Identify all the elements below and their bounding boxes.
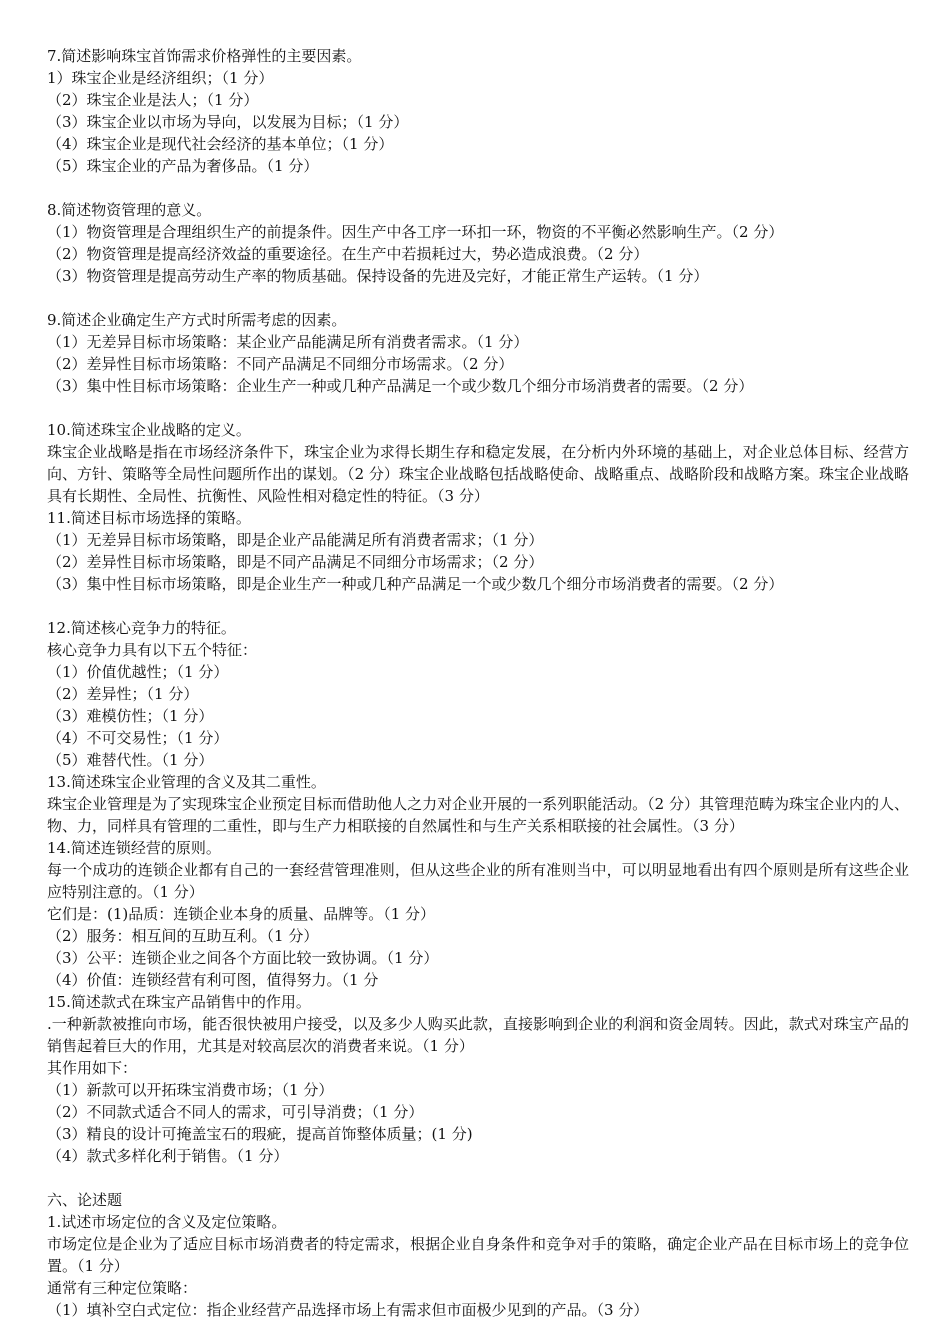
answer-line: （2）珠宝企业是法人；（1 分） xyxy=(47,91,259,109)
answer-line: （1）无差异目标市场策略，即是企业产品能满足所有消费者需求；（1 分） xyxy=(47,531,544,549)
answer-line: （3）精良的设计可掩盖宝石的瑕疵，提高首饰整体质量；(1 分) xyxy=(47,1125,473,1143)
answer-line: （2）服务：相互间的互助互利。（1 分） xyxy=(47,927,319,945)
question-title: 六、论述题 xyxy=(47,1191,123,1209)
question-title: 13.简述珠宝企业管理的含义及其二重性。 xyxy=(47,773,326,791)
answer-line: （1）无差异目标市场策略：某企业产品能满足所有消费者需求。（1 分） xyxy=(47,333,529,351)
answer-line: 其作用如下： xyxy=(47,1059,138,1077)
answer-line: （4）珠宝企业是现代社会经济的基本单位；（1 分） xyxy=(47,135,394,153)
question-title: 1.试述市场定位的含义及定位策略。 xyxy=(47,1213,287,1231)
answer-paragraph: 珠宝企业战略是指在市场经济条件下，珠宝企业为求得长期生存和稳定发展，在分析内外环境的基础上，对企业总体目标、经营方向、方针、策略等全局性问题所作出的谋划。（2 分）珠宝企业战略包括战略使命、战略重点、战略阶段和战略方案。珠宝企业战略具有长期性、全局性、抗衡性、风险性相对稳定性的特征。（3 分） xyxy=(47,443,909,505)
answer-line: （2）物资管理是提高经济效益的重要途径。在生产中若损耗过大，势必造成浪费。（2 分） xyxy=(47,245,649,263)
answer-line: 1）珠宝企业是经济组织；（1 分） xyxy=(47,69,274,87)
answer-paragraph: 市场定位是企业为了适应目标市场消费者的特定需求，根据企业自身条件和竞争对手的策略，确定企业产品在目标市场上的竞争位置。（1 分） xyxy=(47,1235,909,1275)
answer-line: （3）难模仿性；（1 分） xyxy=(47,707,214,725)
answer-line: （1）填补空白式定位：指企业经营产品选择市场上有需求但市面极少见到的产品。（3 分） xyxy=(47,1301,649,1319)
paragraph-gap xyxy=(47,595,909,617)
answer-line: （2）差异性；（1 分） xyxy=(47,685,199,703)
answer-line: （3）集中性目标市场策略，即是企业生产一种或几种产品满足一个或少数几个细分市场消费者的需要。（2 分） xyxy=(47,575,784,593)
document-page xyxy=(47,45,909,1321)
answer-line: 通常有三种定位策略： xyxy=(47,1279,198,1297)
question-title: 14.简述连锁经营的原则。 xyxy=(47,839,221,857)
answer-paragraph: .一种新款被推向市场，能否很快被用户接受，以及多少人购买此款，直接影响到企业的利润和资金周转。因此，款式对珠宝产品的销售起着巨大的作用，尤其是对较高层次的消费者来说。（1 分） xyxy=(47,1015,909,1055)
answer-line: （1）物资管理是合理组织生产的前提条件。因生产中各工序一环扣一环，物资的不平衡必然影响生产。（2 分） xyxy=(47,223,784,241)
answer-line: （5）珠宝企业的产品为奢侈品。（1 分） xyxy=(47,157,319,175)
answer-line: （3）珠宝企业以市场为导向，以发展为目标；（1 分） xyxy=(47,113,409,131)
answer-line: （2）差异性目标市场策略：不同产品满足不同细分市场需求。（2 分） xyxy=(47,355,514,373)
question-title: 10.简述珠宝企业战略的定义。 xyxy=(47,421,251,439)
answer-line: 它们是：(1)品质：连锁企业本身的质量、品牌等。（1 分） xyxy=(47,905,436,923)
question-title: 15.简述款式在珠宝产品销售中的作用。 xyxy=(47,993,311,1011)
answer-line: （4）价值：连锁经营有利可图，值得努力。（1 分 xyxy=(47,971,379,989)
answer-line: （1）新款可以开拓珠宝消费市场；（1 分） xyxy=(47,1081,334,1099)
answer-line: （2）差异性目标市场策略，即是不同产品满足不同细分市场需求；（2 分） xyxy=(47,553,544,571)
answer-line: （4）不可交易性；（1 分） xyxy=(47,729,229,747)
paragraph-gap xyxy=(47,397,909,419)
answer-paragraph: 珠宝企业管理是为了实现珠宝企业预定目标而借助他人之力对企业开展的一系列职能活动。（2 分）其管理范畴为珠宝企业内的人、物、力，同样具有管理的二重性，即与生产力相联接的自然属性和与生产关系相联接的社会属性。（3 分） xyxy=(47,795,909,835)
answer-paragraph: 每一个成功的连锁企业都有自己的一套经营管理准则，但从这些企业的所有准则当中，可以明显地看出有四个原则是所有这些企业应特别注意的。（1 分） xyxy=(47,861,909,901)
answer-line: （5）难替代性。（1 分） xyxy=(47,751,214,769)
question-title: 11.简述目标市场选择的策略。 xyxy=(47,509,251,527)
answer-line: （3）公平：连锁企业之间各个方面比较一致协调。（1 分） xyxy=(47,949,439,967)
paragraph-gap xyxy=(47,1167,909,1189)
answer-line: 核心竞争力具有以下五个特征： xyxy=(47,641,258,659)
answer-line: （3）集中性目标市场策略：企业生产一种或几种产品满足一个或少数几个细分市场消费者的需要。（2 分） xyxy=(47,377,754,395)
question-title: 7.简述影响珠宝首饰需求价格弹性的主要因素。 xyxy=(47,47,362,65)
answer-line: （2）不同款式适合不同人的需求，可引导消费；（1 分） xyxy=(47,1103,424,1121)
answer-line: （3）物资管理是提高劳动生产率的物质基础。保持设备的先进及完好，才能正常生产运转。（1 分） xyxy=(47,267,709,285)
paragraph-gap xyxy=(47,287,909,309)
answer-line: （1）价值优越性；（1 分） xyxy=(47,663,229,681)
question-title: 8.简述物资管理的意义。 xyxy=(47,201,212,219)
question-title: 12.简述核心竞争力的特征。 xyxy=(47,619,236,637)
paragraph-gap xyxy=(47,177,909,199)
question-title: 9.简述企业确定生产方式时所需考虑的因素。 xyxy=(47,311,347,329)
answer-line: （4）款式多样化利于销售。（1 分） xyxy=(47,1147,289,1165)
